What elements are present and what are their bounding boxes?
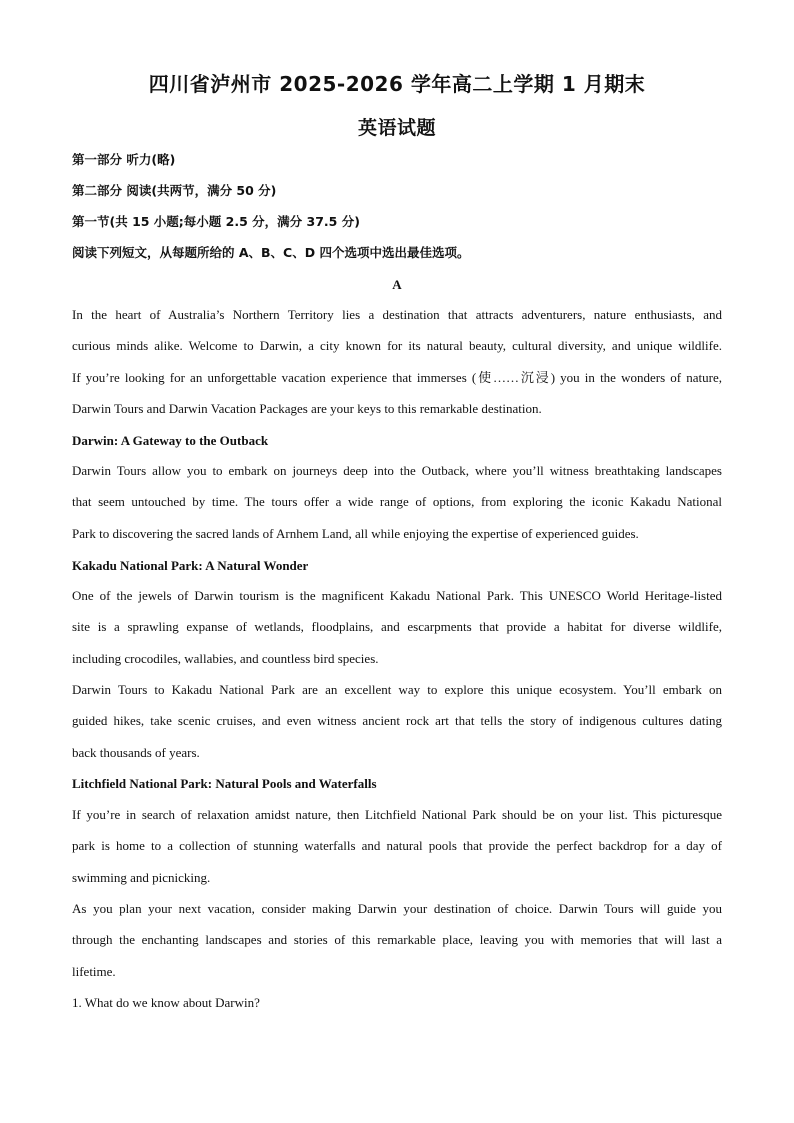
paragraph-line: If you’re looking for an unforgettable vacation experience that immerses (使……沉浸) you in the wonders of nature, <box>72 369 722 385</box>
paragraph-line: that seem untouched by time. The tours offer a wide range of options, from exploring the iconic Kakadu National <box>72 494 722 510</box>
page-title: 四川省泸州市 2025-2026 学年高二上学期 1 月期末 <box>148 72 646 96</box>
paragraph-line: As you plan your next vacation, consider making Darwin your destination of choice. Darwin Tours will guide you <box>72 901 722 916</box>
paragraph-line: Darwin Tours to Kakadu National Park are an excellent way to explore this unique ecosystem. You’ll embark on <box>72 682 722 697</box>
paragraph-line: curious minds alike. Welcome to Darwin, a city known for its natural beauty, cultural diversity, and unique wildlife. <box>72 338 722 354</box>
question-1: 1. What do we know about Darwin? <box>72 995 260 1010</box>
paragraph-line: If you’re in search of relaxation amidst nature, then Litchfield National Park should be on your list. This picturesque <box>72 807 722 822</box>
paragraph-darwin <box>72 455 722 549</box>
paragraph-line: In the heart of Australia’s Northern Territory lies a destination that attracts adventurers, nature enthusiasts, and <box>72 307 722 322</box>
part2-heading: 第二部分 阅读(共两节，满分 50 分) <box>72 183 277 198</box>
page-subtitle: 英语试题 <box>357 117 436 139</box>
section1-heading: 第一节(共 15 小题;每小题 2.5 分，满分 37.5 分) <box>72 214 360 229</box>
paragraph-line: Darwin Tours and Darwin Vacation Packages are your keys to this remarkable destination. <box>72 400 542 416</box>
intro-paragraph <box>72 299 722 424</box>
paragraph-line: including crocodiles, wallabies, and countless bird species. <box>72 650 379 666</box>
section-heading-litchfield: Litchfield National Park: Natural Pools and Waterfalls <box>72 776 377 791</box>
paragraph-line: guided hikes, take scenic cruises, and even witness ancient rock art that tells the story of indigenous cultures dating <box>72 713 722 729</box>
section-heading-kakadu: Kakadu National Park: A Natural Wonder <box>72 558 309 573</box>
paragraph-line: through the enchanting landscapes and stories of this remarkable place, leaving you with memories that will last a <box>72 932 722 948</box>
paragraph-line: One of the jewels of Darwin tourism is the magnificent Kakadu National Park. This UNESCO World Heritage-listed <box>72 588 722 603</box>
part1-heading: 第一部分 听力(略) <box>72 152 176 167</box>
paragraph-line: Darwin Tours allow you to embark on journeys deep into the Outback, where you’ll witness breathtaking landscapes <box>72 463 722 478</box>
paragraph-line: site is a sprawling expanse of wetlands, floodplains, and escarpments that provide a habitat for diverse wildlife, <box>72 619 722 635</box>
paragraph-litchfield <box>72 799 722 893</box>
instructions: 阅读下列短文，从每题所给的 A、B、C、D 四个选项中选出最佳选项。 <box>72 245 470 260</box>
paragraph-line: Park to discovering the sacred lands of Arnhem Land, all while enjoying the expertise of experienced guides. <box>72 525 639 541</box>
paragraph-kakadu <box>72 580 722 674</box>
paragraph-line: lifetime. <box>72 963 116 979</box>
section-heading-darwin: Darwin: A Gateway to the Outback <box>72 433 269 448</box>
paragraph-conclusion <box>72 893 722 987</box>
paragraph-kakadu-tours <box>72 674 722 768</box>
passage-label: A <box>392 277 402 292</box>
paragraph-line: back thousands of years. <box>72 744 200 760</box>
paragraph-line: park is home to a collection of stunning waterfalls and natural pools that provide the perfect backdrop for a day of <box>72 838 722 854</box>
paragraph-line: swimming and picnicking. <box>72 869 211 885</box>
